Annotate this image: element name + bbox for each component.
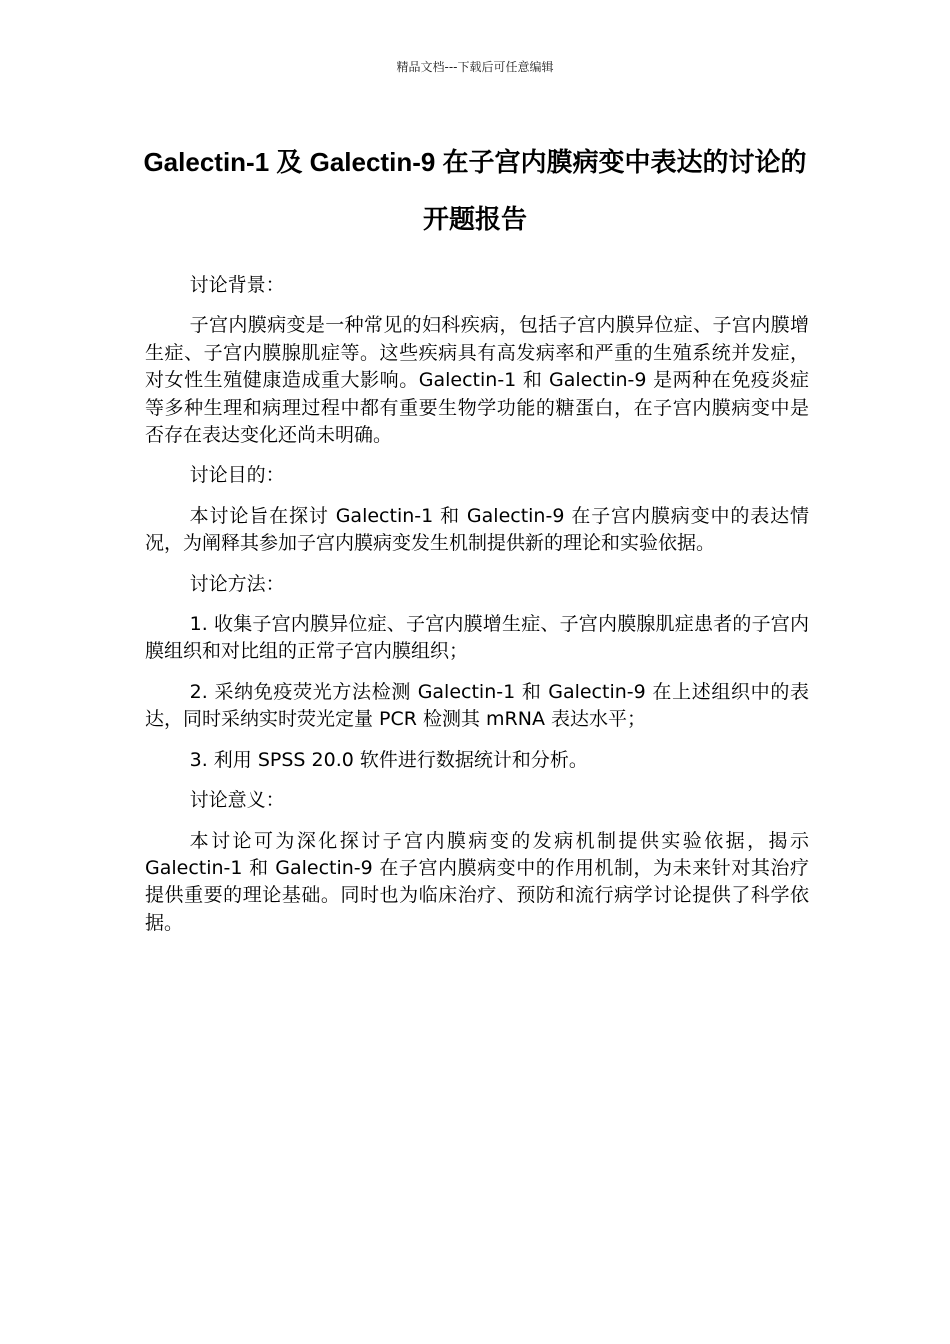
section-heading-purpose: 讨论目的： [189, 464, 285, 487]
document-title: Galectin-1 及 Galectin-9 在子宫内膜病变中表达的讨论的开题报告 [143, 147, 807, 234]
document-body [145, 272, 809, 950]
header-note: 精品文档---下载后可任意编辑 [396, 60, 554, 74]
method-item-3: 3. 利用 SPSS 20.0 软件进行数据统计和分析。 [189, 748, 588, 771]
paragraph-significance: 本讨论可为深化探讨子宫内膜病变的发病机制提供实验依据，揭示 Galectin-1 和 Galectin-9 在子宫内膜病变中的作用机制，为未来针对其治疗提供重要的理论基础。同时也为临床治疗、预防和流行病学讨论提供了科学依据。 [145, 829, 809, 934]
section-heading-background: 讨论背景： [189, 274, 285, 296]
method-item-2: 2. 采纳免疫荧光方法检测 Galectin-1 和 Galectin-9 在上述组织中的表达，同时采纳实时荧光定量 PCR 检测其 mRNA 表达水平； [145, 680, 809, 731]
paragraph-background: 子宫内膜病变是一种常见的妇科疾病，包括子宫内膜异位症、子宫内膜增生症、子宫内膜腺肌症等。这些疾病具有高发病率和严重的生殖系统并发症，对女性生殖健康造成重大影响。Galectin-1 和 Galectin-9 是两种在免疫炎症等多种生理和病理过程中都有重要生物学功能的糖蛋白，在子宫内膜病变中是否存在表达变化还尚未明确。 [145, 314, 809, 447]
section-heading-significance: 讨论意义： [189, 789, 285, 812]
method-item-1: 1. 收集子宫内膜异位症、子宫内膜增生症、子宫内膜腺肌症患者的子宫内膜组织和对比组的正常子宫内膜组织； [145, 613, 809, 663]
paragraph-purpose: 本讨论旨在探讨 Galectin-1 和 Galectin-9 在子宫内膜病变中的表达情况，为阐释其参加子宫内膜病变发生机制提供新的理论和实验依据。 [145, 504, 809, 555]
section-heading-methods: 讨论方法： [189, 572, 285, 595]
